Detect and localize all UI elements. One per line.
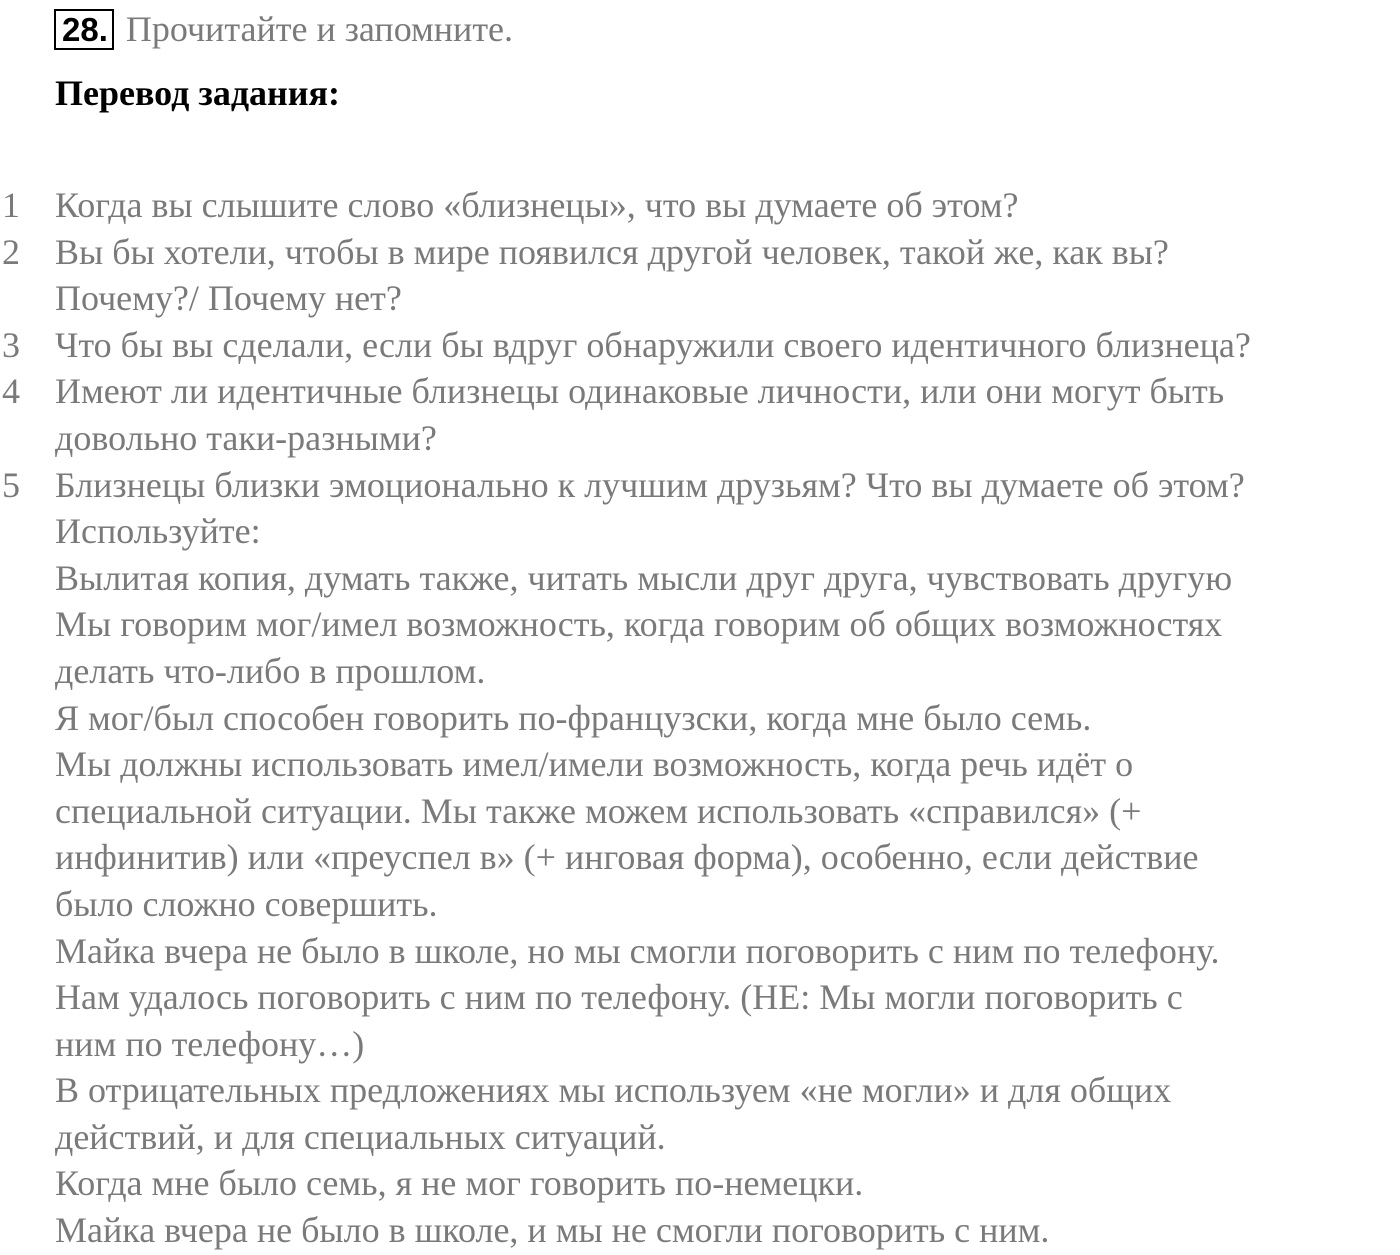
text-line [0,928,1400,975]
text-line [0,415,1400,462]
line-text: Мы говорим мог/имел возможность, когда говорим об общих возможностях [55,604,1223,645]
text-line [0,462,1400,509]
line-text: Имеют ли идентичные близнецы одинаковые личности, или они могут быть [55,371,1225,412]
line-text: Почему?/ Почему нет? [55,278,402,319]
line-text: Нам удалось поговорить с ним по телефону. (НЕ: Мы могли поговорить с [55,977,1183,1018]
line-text: действий, и для специальных ситуаций. [55,1116,666,1157]
text-line [0,508,1400,555]
text-line [0,1160,1400,1207]
line-text: Майка вчера не было в школе, и мы не смогли поговорить с ним. [55,1210,1050,1251]
question-number: 2 [2,231,20,272]
text-line [0,229,1400,276]
line-text: Майка вчера не было в школе, но мы смогли поговорить с ним по телефону. [55,930,1220,971]
text-line [0,1021,1400,1068]
text-line [0,741,1400,788]
text-line [0,881,1400,928]
line-text: Вы бы хотели, чтобы в мире появился другой человек, такой же, как вы? [55,231,1169,272]
text-line [0,695,1400,742]
question-number: 4 [2,371,20,412]
text-line [0,1207,1400,1254]
task-instruction: Прочитайте и запомните. [125,9,514,49]
section-title: Перевод задания: [55,73,340,113]
text-line [0,601,1400,648]
text-line [0,275,1400,322]
text-line [0,322,1400,369]
line-text: В отрицательных предложениях мы используем «не могли» и для общих [55,1070,1172,1111]
line-text: было сложно совершить. [55,883,438,924]
line-text: делать что-либо в прошлом. [55,650,486,691]
line-text: Что бы вы сделали, если бы вдруг обнаружили своего идентичного близнеца? [55,324,1251,365]
line-text: ним по телефону…) [55,1023,365,1064]
text-line [0,834,1400,881]
text-line [0,555,1400,602]
task-header [54,6,513,52]
translation-text [0,182,1400,1254]
line-text: Вылитая копия, думать также, читать мысли друг друга, чувствовать другую [55,557,1233,598]
line-text: Используйте: [55,511,261,552]
line-text: Когда вы слышите слово «близнецы», что вы думаете об этом? [55,185,1019,225]
text-line [0,974,1400,1021]
line-text: довольно таки-разными? [55,417,437,458]
text-line [0,368,1400,415]
line-text: инфинитив) или «преуспел в» (+ инговая форма), особенно, если действие [55,837,1199,878]
line-text: специальной ситуации. Мы также можем использовать «справился» (+ [55,790,1142,831]
question-number: 5 [2,464,20,505]
line-text: Я мог/был способен говорить по-французски, когда мне было семь. [55,697,1092,738]
task-number-badge: 28. [54,9,114,50]
question-number: 3 [2,324,20,365]
text-line [0,648,1400,695]
question-number: 1 [2,185,20,225]
line-text: Когда мне было семь, я не мог говорить по-немецки. [55,1163,864,1204]
line-text: Близнецы близки эмоционально к лучшим друзьям? Что вы думаете об этом? [55,464,1245,505]
text-line [0,788,1400,835]
text-line [0,1114,1400,1161]
text-line [0,182,1400,229]
text-line [0,1067,1400,1114]
line-text: Мы должны использовать имел/имели возможность, когда речь идёт о [55,744,1134,785]
